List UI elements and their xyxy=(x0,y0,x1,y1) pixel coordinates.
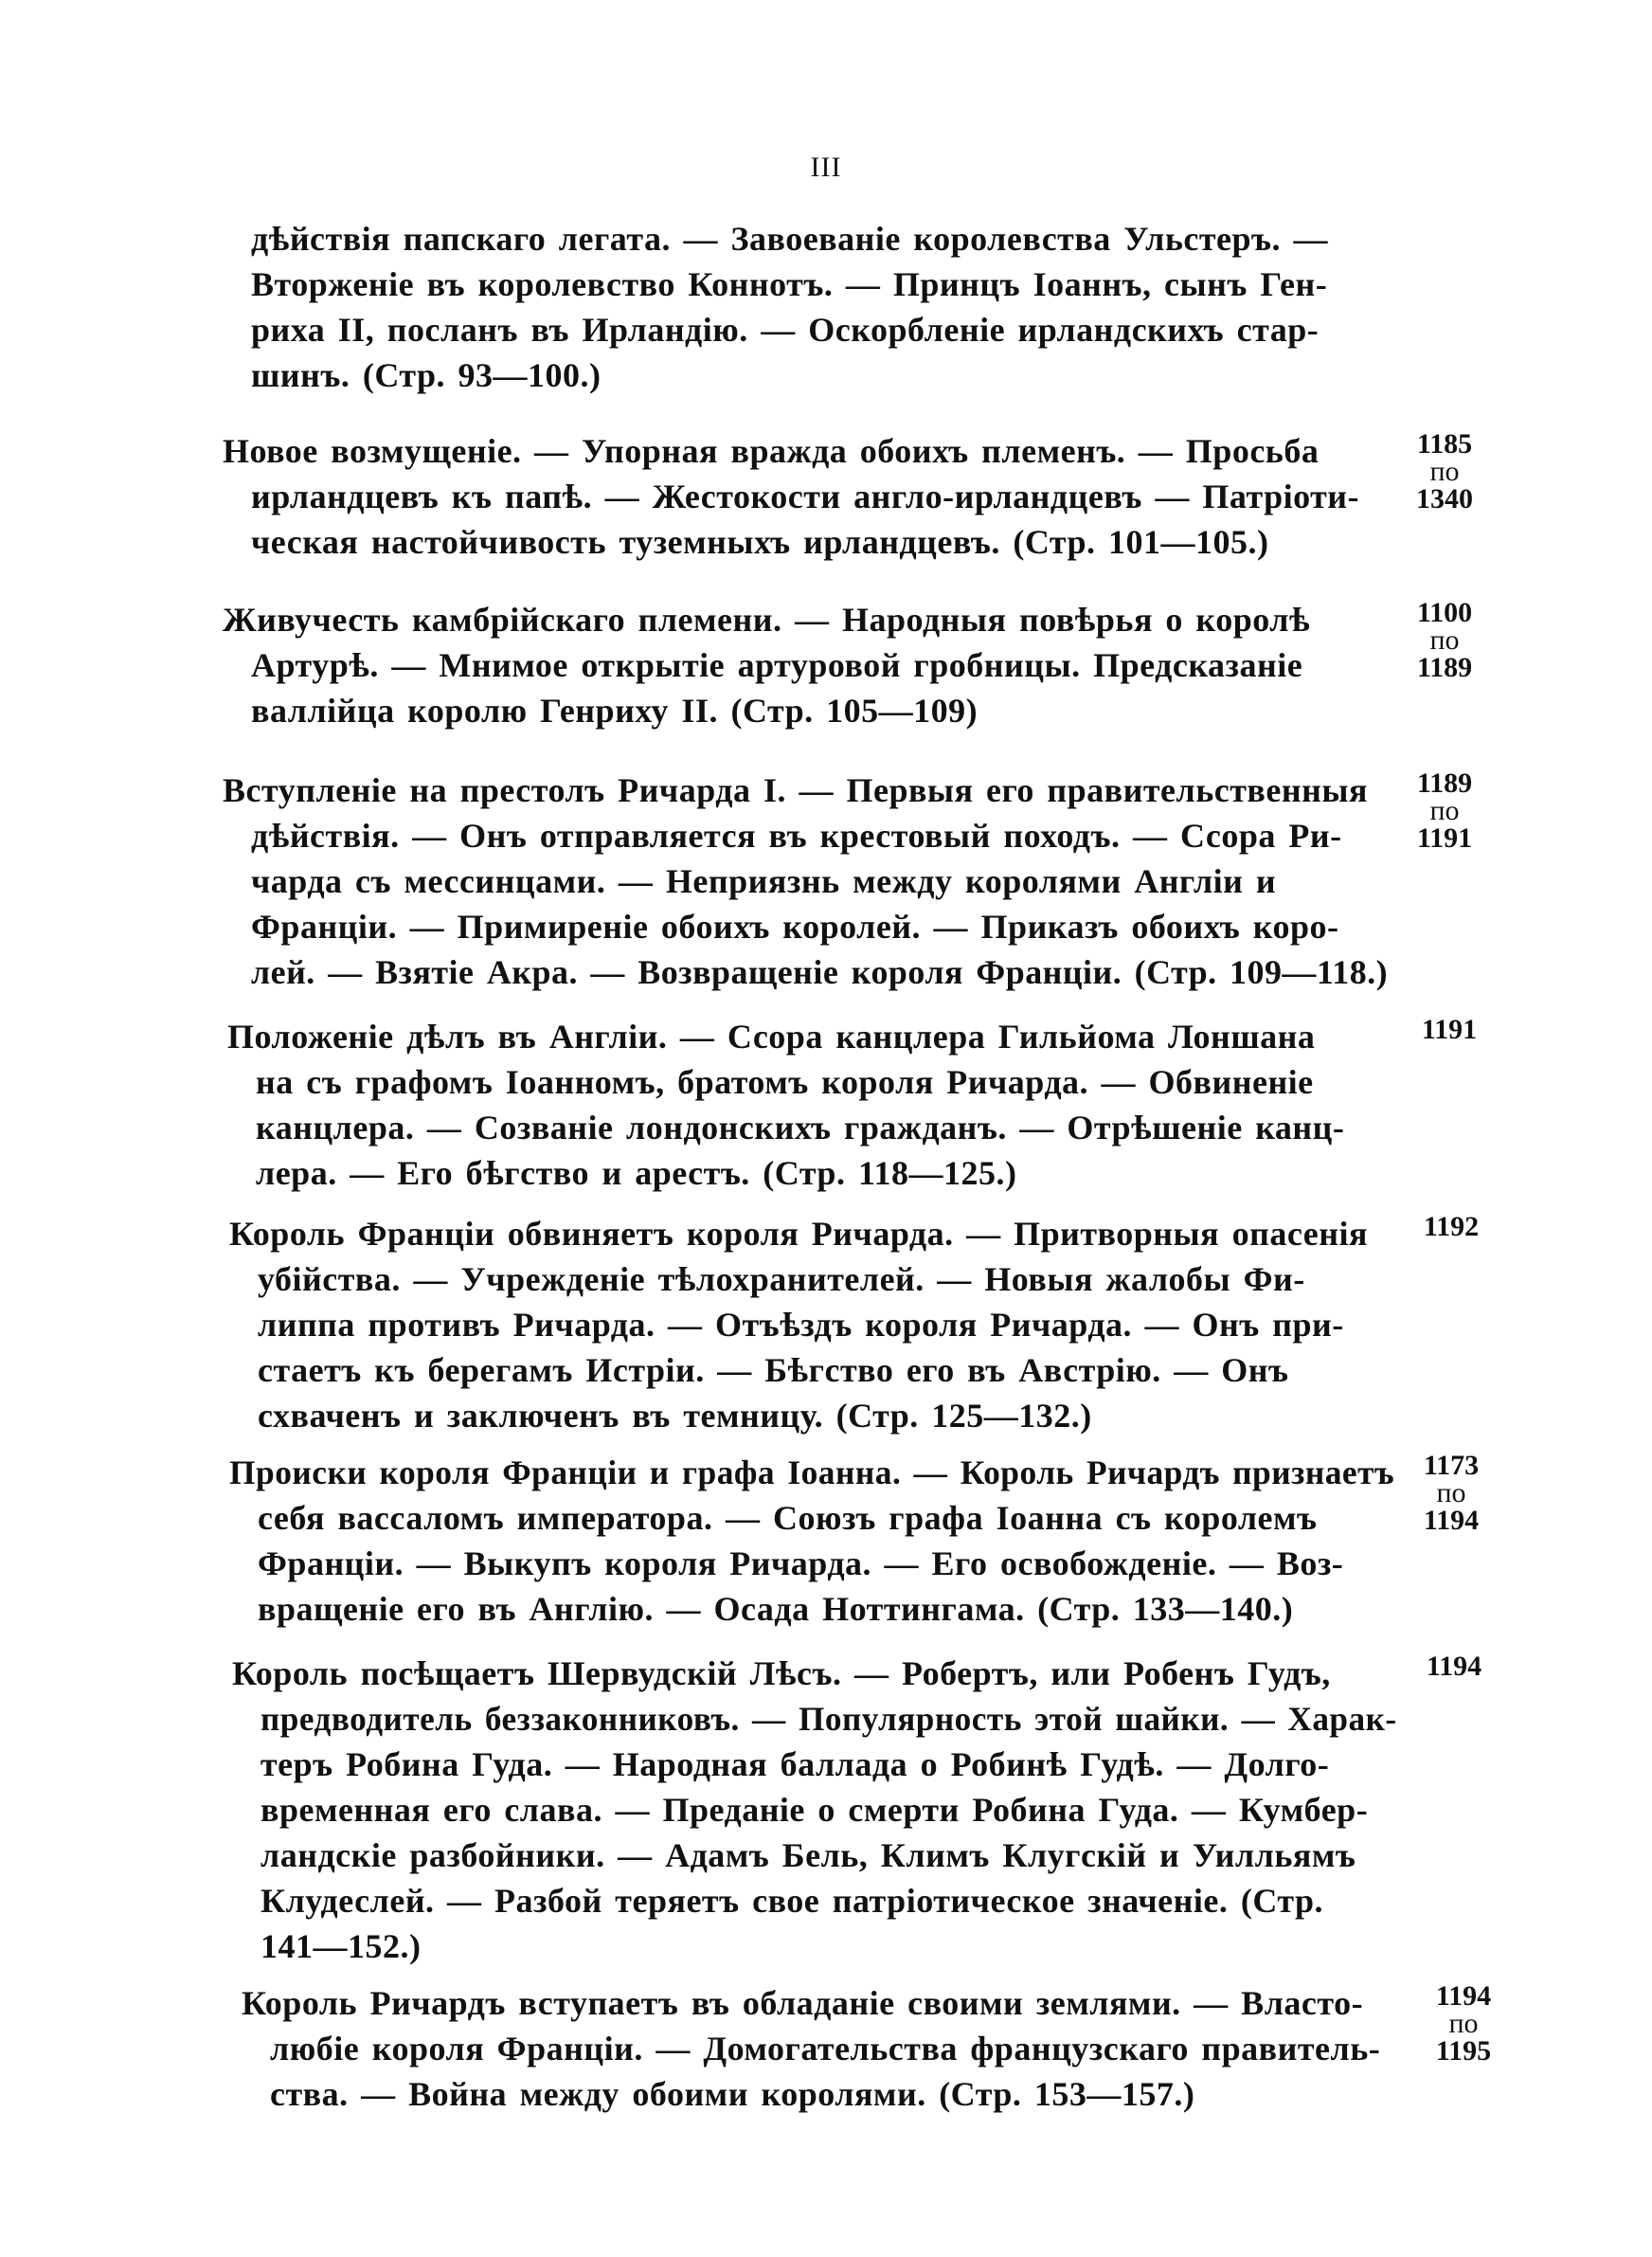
entry-text xyxy=(229,1450,1395,1632)
year-separator: по xyxy=(1448,2008,1479,2039)
entry-line: лей. — Взятіе Акра. — Возвращеніе короля Франціи. (Стр. 109—118.) xyxy=(251,953,1389,991)
year-start: 1191 xyxy=(1421,1014,1478,1045)
year-end: 1194 xyxy=(1423,1505,1480,1536)
contents-entry xyxy=(242,1980,1492,2117)
contents-entry xyxy=(223,767,1473,995)
contents-entry xyxy=(229,1211,1480,1438)
year-separator: по xyxy=(1429,624,1460,656)
year-start: 1189 xyxy=(1416,767,1473,799)
entry-line: Положеніе дѣлъ въ Англіи. — Ссора канцлера Гильйома Лоншана xyxy=(227,1018,1316,1056)
entry-line: риха II, посланъ въ Ирландію. — Оскорбленіе ирландскихъ стар- xyxy=(251,311,1320,349)
contents-entry xyxy=(229,1450,1480,1632)
year-separator: по xyxy=(1436,1477,1466,1508)
year-start: 1194 xyxy=(1426,1651,1482,1682)
entry-text xyxy=(227,1014,1392,1196)
year-start: 1173 xyxy=(1423,1450,1480,1481)
entry-line: Клудеслей. — Разбой теряетъ свое патріотическое значеніе. (Стр. xyxy=(260,1882,1324,1920)
page-number: III xyxy=(810,152,842,183)
entry-line: стаетъ къ берегамъ Истріи. — Бѣгство его въ Австрію. — Онъ xyxy=(258,1351,1289,1389)
entry-line: ландскіе разбойники. — Адамъ Бель, Климъ Клугскій и Уилльямъ xyxy=(260,1836,1356,1874)
entry-text xyxy=(223,767,1389,995)
year-end: 1191 xyxy=(1416,822,1473,854)
year-range xyxy=(1402,769,1487,852)
entry-line: Вступленіе на престолъ Ричарда I. — Первыя его правительственныя xyxy=(223,771,1368,809)
entry-line: теръ Робина Гуда. — Народная баллада о Робинѣ Гудѣ. — Долго- xyxy=(260,1745,1330,1783)
entry-line: Король Ричардъ вступаетъ въ обладаніе своими землями. — Власто- xyxy=(242,1984,1364,2022)
entry-line: ирландцевъ къ папѣ. — Жестокости англо-ирландцевъ — Патріоти- xyxy=(251,478,1360,515)
entry-line: ства. — Война между обоими королями. (Стр. 153—157.) xyxy=(270,2075,1195,2113)
entry-line: вращеніе его въ Англію. — Осада Ноттингама. (Стр. 133—140.) xyxy=(258,1590,1294,1628)
entry-text xyxy=(223,597,1388,733)
year-range xyxy=(1402,599,1487,681)
entry-line: лера. — Его бѣгство и арестъ. (Стр. 118—125.) xyxy=(256,1154,1017,1192)
year-end: 1189 xyxy=(1416,652,1473,683)
entry-line: временная его слава. — Преданіе о смерти Робина Гуда. — Кумбер- xyxy=(260,1791,1369,1829)
entry-text xyxy=(229,1211,1394,1438)
entry-line: валлійца королю Генриху II. (Стр. 105—109) xyxy=(251,692,979,730)
entry-line: шинъ. (Стр. 93—100.) xyxy=(251,356,602,394)
entry-line: дѣйствія. — Онъ отправляется въ крестовый походъ. — Ссора Ри- xyxy=(251,817,1342,855)
entry-line: Новое возмущеніе. — Упорная вражда обоихъ племенъ. — Просьба xyxy=(223,432,1320,470)
year-separator: по xyxy=(1429,795,1460,826)
contents-entry xyxy=(227,1014,1478,1196)
entry-line: дѣйствія папскаго легата. — Завоеваніе королевства Ульстеръ. — xyxy=(251,220,1329,258)
entry-line: Франціи. — Выкупъ короля Ричарда. — Его освобожденіе. — Воз- xyxy=(258,1544,1344,1582)
year-range xyxy=(1409,1213,1494,1240)
entry-line: 141—152.) xyxy=(260,1927,422,1965)
year-end: 1340 xyxy=(1416,483,1473,515)
entry-line: Живучесть камбрійскаго племени. — Народныя повѣрья о королѣ xyxy=(223,601,1311,639)
entry-line: предводитель беззаконниковъ. — Популярность этой шайки. — Харак- xyxy=(260,1700,1397,1738)
entry-line: на съ графомъ Іоанномъ, братомъ короля Ричарда. — Обвиненіе xyxy=(256,1063,1314,1101)
year-range xyxy=(1411,1652,1497,1680)
entry-line: ческая настойчивость туземныхъ ирландцевъ. (Стр. 101—105.) xyxy=(251,523,1269,561)
year-end: 1195 xyxy=(1435,2035,1492,2067)
year-start: 1100 xyxy=(1416,597,1473,628)
contents-entry xyxy=(223,428,1473,565)
year-start: 1192 xyxy=(1423,1211,1480,1242)
year-range xyxy=(1407,1016,1492,1043)
entry-line: Вторженіе въ королевство Коннотъ. — Принцъ Іоаннъ, сынъ Ген- xyxy=(251,265,1328,303)
contents-entry xyxy=(232,1651,1482,1969)
year-range xyxy=(1402,430,1487,513)
year-separator: по xyxy=(1429,456,1460,487)
contents-entry xyxy=(251,216,1388,398)
entry-line: Король посѣщаетъ Шервудскій Лѣсъ. — Робертъ, или Робенъ Гудъ, xyxy=(232,1654,1331,1692)
entry-line: убійства. — Учрежденіе тѣлохранителей. — Новыя жалобы Фи- xyxy=(258,1260,1305,1298)
entry-text xyxy=(242,1980,1407,2117)
entry-line: чарда съ мессинцами. — Неприязнь между королями Англіи и xyxy=(251,862,1277,900)
year-start: 1194 xyxy=(1435,1980,1492,2012)
year-range xyxy=(1409,1452,1494,1534)
year-range xyxy=(1421,1982,1506,2065)
entry-text xyxy=(251,216,1388,398)
entry-line: любіе короля Франціи. — Домогательства французскаго правитель- xyxy=(270,2030,1381,2067)
entry-line: Происки короля Франціи и графа Іоанна. — Король Ричардъ признаетъ xyxy=(229,1454,1395,1491)
entry-line: схваченъ и заключенъ въ темницу. (Стр. 125—132.) xyxy=(258,1397,1092,1435)
entry-line: канцлера. — Созваніе лондонскихъ гражданъ. — Отрѣшеніе канц- xyxy=(256,1109,1345,1147)
entry-text xyxy=(223,428,1388,565)
entry-line: себя вассаломъ императора. — Союзъ графа Іоанна съ королемъ xyxy=(258,1499,1318,1537)
entry-line: Король Франціи обвиняетъ короля Ричарда. — Притворныя опасенія xyxy=(229,1215,1368,1253)
entry-text xyxy=(232,1651,1397,1969)
contents-entry xyxy=(223,597,1473,733)
entry-line: Артурѣ. — Мнимое открытіе артуровой гробницы. Предсказаніе xyxy=(251,646,1303,684)
entry-line: липпа противъ Ричарда. — Отъѣздъ короля Ричарда. — Онъ при- xyxy=(258,1306,1344,1344)
year-start: 1185 xyxy=(1416,428,1473,460)
entry-line: Франціи. — Примиреніе обоихъ королей. — Приказъ обоихъ коро- xyxy=(251,908,1339,946)
